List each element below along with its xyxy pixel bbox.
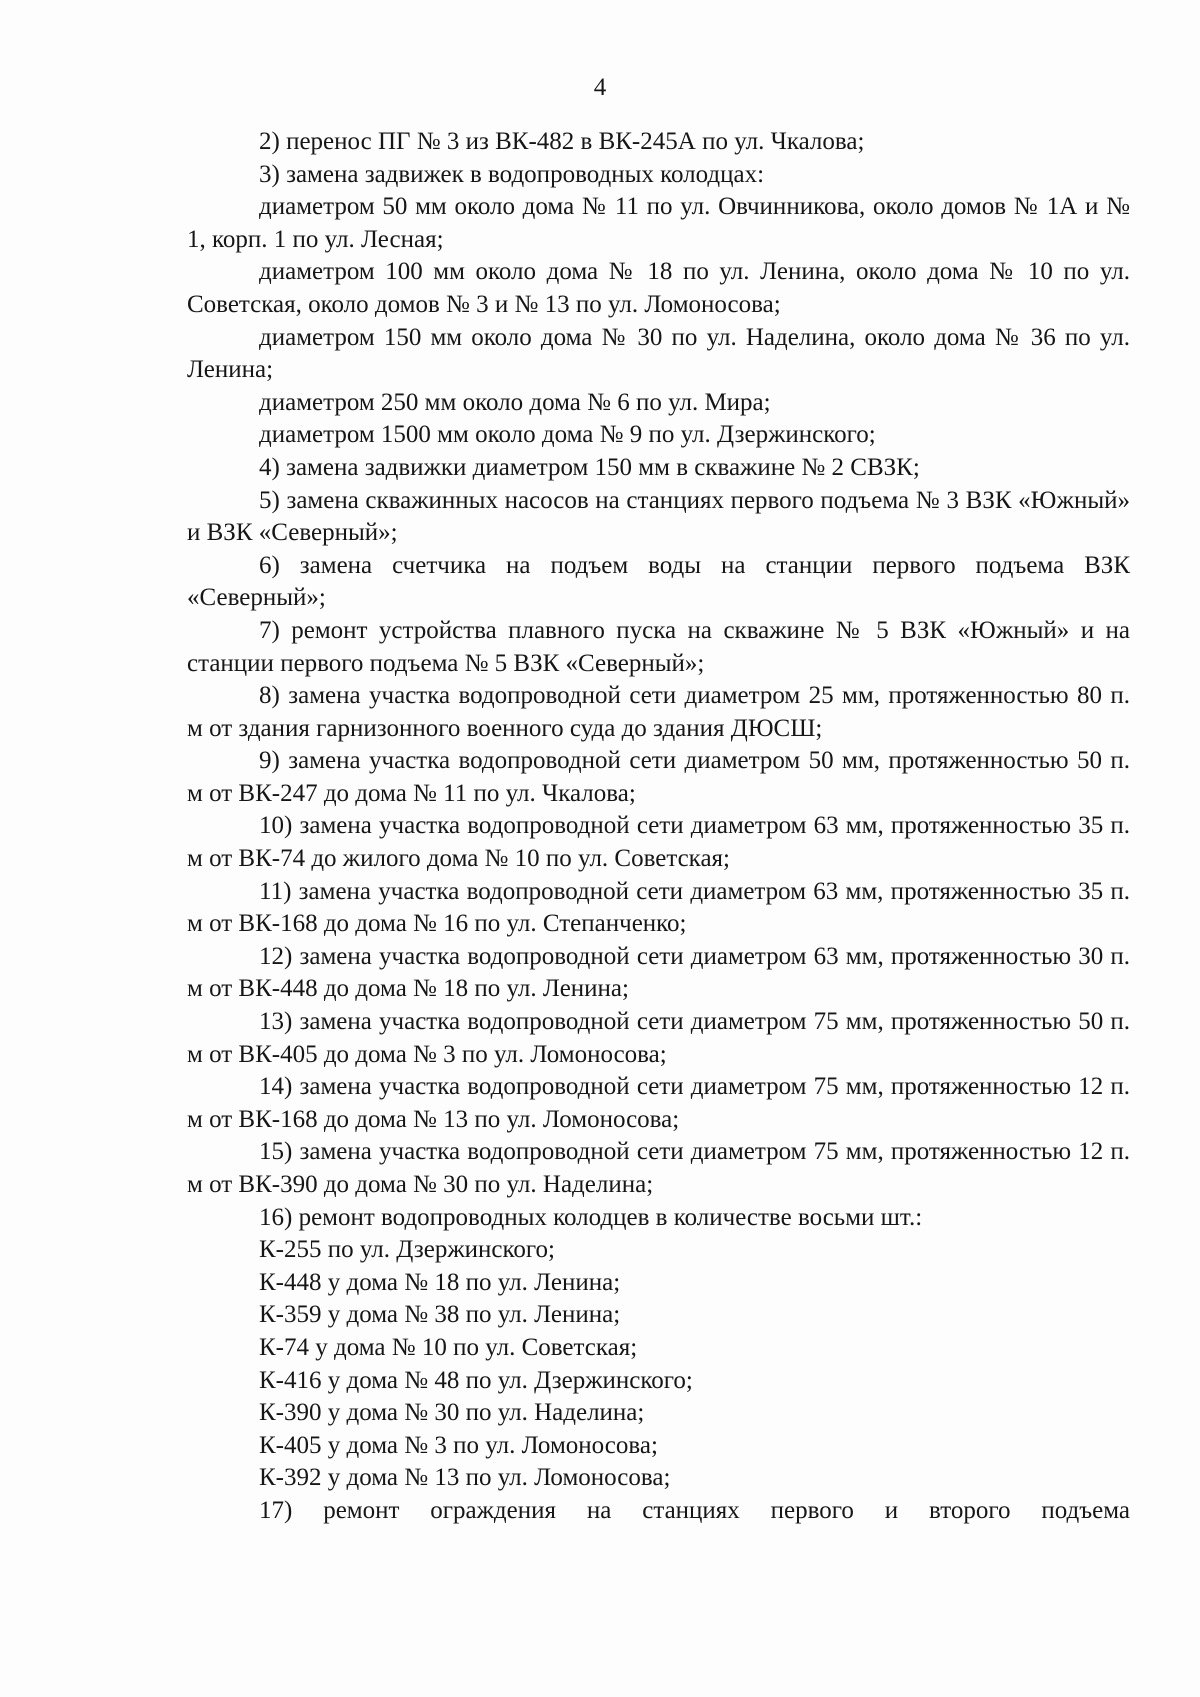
page-number: 4 — [593, 74, 607, 101]
paragraph-item-14: 14) замена участка водопроводной сети диаметром 75 мм, протяженностью 12 п. м от ВК-168 до дома № 13 по ул. Ломоносова; — [187, 1073, 1130, 1133]
paragraph-item-12: 12) замена участка водопроводной сети диаметром 63 мм, протяженностью 30 п. м от ВК-448 до дома № 18 по ул. Ленина; — [187, 942, 1130, 1003]
well-list-item: К-390 у дома № 30 по ул. Наделина; — [259, 1399, 645, 1427]
paragraph-diameter-250: диаметром 250 мм около дома № 6 по ул. Мира; — [259, 388, 771, 416]
document-body — [187, 126, 1130, 1528]
paragraph-item-4: 4) замена задвижки диаметром 150 мм в скважине № 2 СВЗК; — [259, 453, 920, 481]
paragraph-item-15: 15) замена участка водопроводной сети диаметром 75 мм, протяженностью 12 п. м от ВК-390 до дома № 30 по ул. Наделина; — [187, 1138, 1130, 1198]
paragraph-item-3: 3) замена задвижек в водопроводных колодцах: — [259, 160, 765, 188]
paragraph-item-5: 5) замена скважинных насосов на станциях первого подъема № 3 ВЗК «Южный» и ВЗК «Северный»; — [187, 486, 1130, 547]
paragraph-item-9: 9) замена участка водопроводной сети диаметром 50 мм, протяженностью 50 п. м от ВК-247 до дома № 11 по ул. Чкалова; — [187, 747, 1130, 807]
paragraph-item-17: 17) ремонт ограждения на станциях первого и второго подъема — [259, 1496, 1130, 1524]
paragraph-diameter-100: диаметром 100 мм около дома № 18 по ул. Ленина, около дома № 10 по ул. Советская, около домов № 3 и № 13 по ул. Ломоносова; — [187, 258, 1130, 318]
paragraph-item-8: 8) замена участка водопроводной сети диаметром 25 мм, протяженностью 80 п. м от здания гарнизонного военного суда до здания ДЮСШ; — [187, 682, 1130, 742]
paragraph-item-10: 10) замена участка водопроводной сети диаметром 63 мм, протяженностью 35 п. м от ВК-74 до жилого дома № 10 по ул. Советская; — [187, 812, 1130, 873]
paragraph-item-2: 2) перенос ПГ № 3 из ВК-482 в ВК-245А по ул. Чкалова; — [259, 128, 865, 155]
paragraph-diameter-1500: диаметром 1500 мм около дома № 9 по ул. Дзержинского; — [259, 421, 876, 449]
well-list-item: К-416 у дома № 48 по ул. Дзержинского; — [259, 1366, 693, 1394]
paragraph-diameter-50: диаметром 50 мм около дома № 11 по ул. Овчинникова, около домов № 1А и № 1, корп. 1 по ул. Лесная; — [187, 193, 1130, 253]
paragraph-item-16: 16) ремонт водопроводных колодцев в количестве восьми шт.: — [259, 1203, 923, 1231]
well-list-item: К-255 по ул. Дзержинского; — [259, 1236, 555, 1264]
paragraph-item-11: 11) замена участка водопроводной сети диаметром 63 мм, протяженностью 35 п. м от ВК-168 до дома № 16 по ул. Степанченко; — [187, 877, 1130, 938]
paragraph-diameter-150: диаметром 150 мм около дома № 30 по ул. Наделина, около дома № 36 по ул. Ленина; — [187, 323, 1130, 384]
paragraph-item-13: 13) замена участка водопроводной сети диаметром 75 мм, протяженностью 50 п. м от ВК-405 до дома № 3 по ул. Ломоносова; — [187, 1008, 1130, 1068]
well-list-item: К-448 у дома № 18 по ул. Ленина; — [259, 1268, 621, 1296]
well-list-item: К-74 у дома № 10 по ул. Советская; — [259, 1333, 638, 1361]
paragraph-item-6: 6) замена счетчика на подъем воды на станции первого подъема ВЗК «Северный»; — [187, 551, 1130, 612]
paragraph-item-7: 7) ремонт устройства плавного пуска на скважине № 5 ВЗК «Южный» и на станции первого подъема № 5 ВЗК «Северный»; — [187, 616, 1130, 677]
well-list-item: К-392 у дома № 13 по ул. Ломоносова; — [259, 1464, 671, 1492]
well-list-item: К-405 у дома № 3 по ул. Ломоносова; — [259, 1431, 658, 1459]
well-list-item: К-359 у дома № 38 по ул. Ленина; — [259, 1301, 621, 1329]
